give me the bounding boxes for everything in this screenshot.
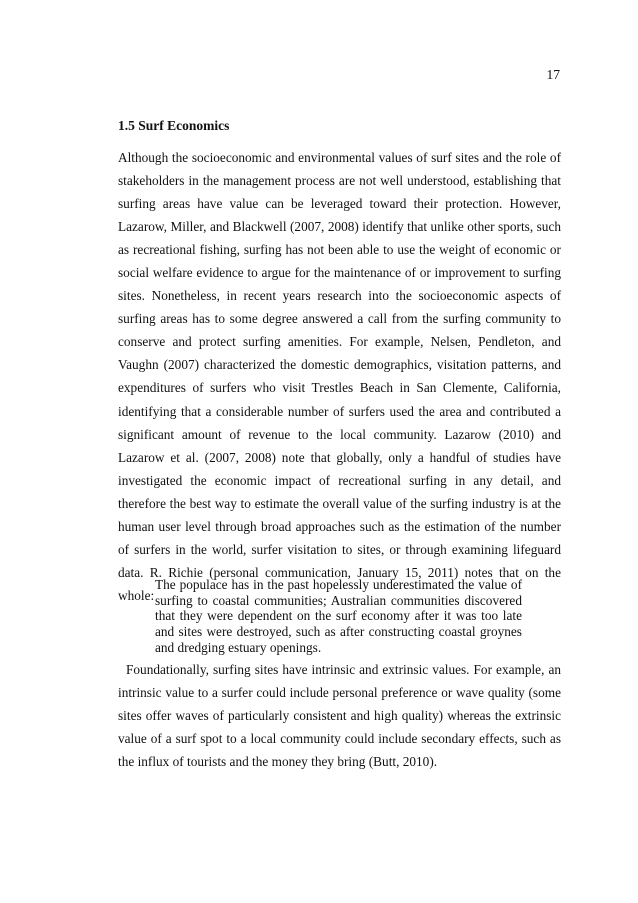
- body-paragraph: Although the socioeconomic and environmental values of surf sites and the role of stakeholders in the management process are not well understood, establishing that surfing areas have value can be leveraged toward their protection. However, Lazarow, Miller, and Blackwell (2007, 2008) identify that unlike other sports, such as recreational fishing, surfing has not been able to use the weight of economic or social welfare evidence to argue for the maintenance of or improvement to surfing sites. Nonetheless, in recent years research into the socioeconomic aspects of surfing areas has to some degree answered a call from the surfing community to conserve and protect surfing amenities. For example, Nelsen, Pendleton, and Vaughn (2007) characterized the domestic demographics, visitation patterns, and expenditures of surfers who visit Trestles Beach in San Clemente, California, identifying that a considerable number of surfers used the area and contributed a significant amount of revenue to the local community. Lazarow (2010) and Lazarow et al. (2007, 2008) note that globally, only a handful of studies have investigated the economic impact of recreational surfing in any detail, and therefore the best way to estimate the overall value of the surfing industry is at the human user level through broad approaches such as the estimation of the number of surfers in the world, surfer visitation to sites, or through examining lifeguard data. R. Richie (personal communication, January 15, 2011) notes that on the whole:: [118, 150, 561, 603]
- block-quote: The populace has in the past hopelessly underestimated the value of surfing to coastal communities; Australian communities discovered that they were dependent on the surf economy after it was too late and sites were destroyed, such as after constructing coastal groynes and dredging estuary openings.: [155, 577, 522, 655]
- body-paragraph: Foundationally, surfing sites have intrinsic and extrinsic values. For example, an intrinsic value to a surfer could include personal preference or wave quality (some sites offer waves of particularly consistent and high quality) whereas the extrinsic value of a surf spot to a local community could include secondary effects, such as the influx of tourists and the money they bring (Butt, 2010).: [118, 662, 561, 770]
- page-number: 17: [546, 67, 560, 82]
- section-heading: 1.5 Surf Economics: [118, 118, 230, 133]
